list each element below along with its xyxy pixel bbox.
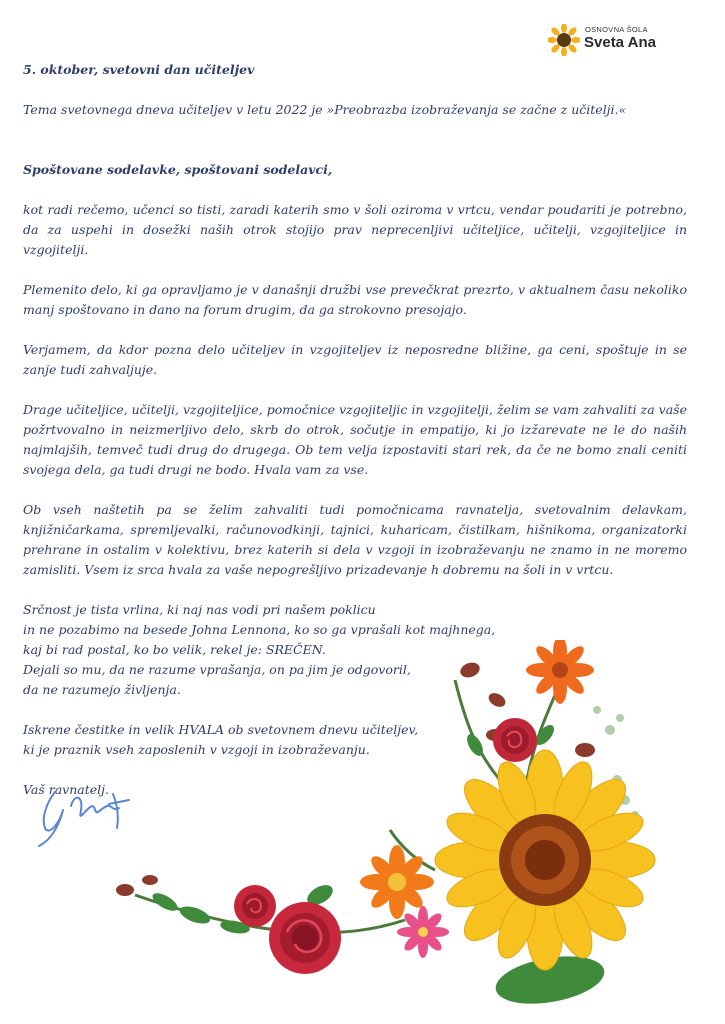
letter-paragraph: Plemenito delo, ki ga opravljamo je v današnji družbi vse prevečkrat prezrto, v aktualnem času nekoliko manj spoštovano in dano na forum drugim, da ga strokovno presojajo. — [23, 282, 687, 317]
poem-line: Srčnost je tista vrlina, ki naj nas vodi pri našem poklicu — [23, 602, 376, 617]
poem-line: in ne pozabimo na besede Johna Lennona, ko so ga vprašali kot majhnega, — [23, 622, 496, 637]
poem-line: Dejali so mu, da ne razume vprašanja, on pa jim je odgovoril, — [23, 662, 411, 677]
logo-school-name: Sveta Ana — [584, 34, 656, 51]
closing-line: ki je praznik vseh zaposlenih v vzgoji in izobraževanju. — [23, 742, 370, 757]
letter-salutation: Spoštovane sodelavke, spoštovani sodelavci, — [23, 162, 333, 177]
letter-paragraph: Drage učiteljice, učitelji, vzgojiteljice, pomočnice vzgojiteljic in vzgojitelji, želim se vam zahvaliti za vaše požrtvovalno in neizmerljivo delo, skrb do otrok, sočutje in empatijo, ki jo izžarevate ne le do naših najmlajših, temveč tudi drug do drugega. Ob tem velja izpostaviti stari rek, da če ne bomo znali ceniti svojega dela, ga tudi drugi ne bodo. Hvala vam za vse. — [23, 402, 687, 477]
poem-line: kaj bi rad postal, ko bo velik, rekel je: SREČEN. — [23, 642, 326, 657]
flower-bouquet-illustration — [105, 640, 705, 1020]
letter-theme: Tema svetovnega dneva učiteljev v letu 2022 je »Preobrazba izobraževanja se začne z učitelji.« — [23, 102, 627, 117]
letter-title: 5. oktober, svetovni dan učiteljev — [23, 62, 255, 77]
sign-off: Vaš ravnatelj. — [23, 782, 109, 797]
letter-paragraph: kot radi rečemo, učenci so tisti, zaradi katerih smo v šoli oziroma v vrtcu, vendar poudariti je potrebno, da za uspehi in dosežki naših otrok stojijo prav neprecenljivi učiteljice, učitelji, vzgojiteljice in vzgojitelji. — [23, 202, 687, 257]
school-logo — [548, 22, 688, 58]
closing-line: Iskrene čestitke in velik HVALA ob svetovnem dnevu učiteljev, — [23, 722, 419, 737]
logo-school-label: OSNOVNA ŠOLA — [585, 25, 648, 34]
poem-line: da ne razumejo življenja. — [23, 682, 181, 697]
letter-paragraph: Verjamem, da kdor pozna delo učiteljev in vzgojiteljev iz neposredne bližine, ga ceni, spoštuje in se zanje tudi zahvaljuje. — [23, 342, 687, 377]
sunflower-logo-icon — [548, 24, 580, 56]
letter-paragraph: Ob vseh naštetih pa se želim zahvaliti tudi pomočnicama ravnatelja, svetovalnim delavkam, knjižničarkama, spremljevalki, računovodkinji, tajnici, kuharicam, čistilkam, hišnikoma, organizatorki prehrane in ostalim v kolektivu, brez katerih si dela v vzgoji in izobraževanju ne znamo in ne moremo zamisliti. Vsem iz srca hvala za vaše nepogrešljivo prizadevanje h dobremu na šoli in v vrtcu. — [23, 502, 687, 577]
